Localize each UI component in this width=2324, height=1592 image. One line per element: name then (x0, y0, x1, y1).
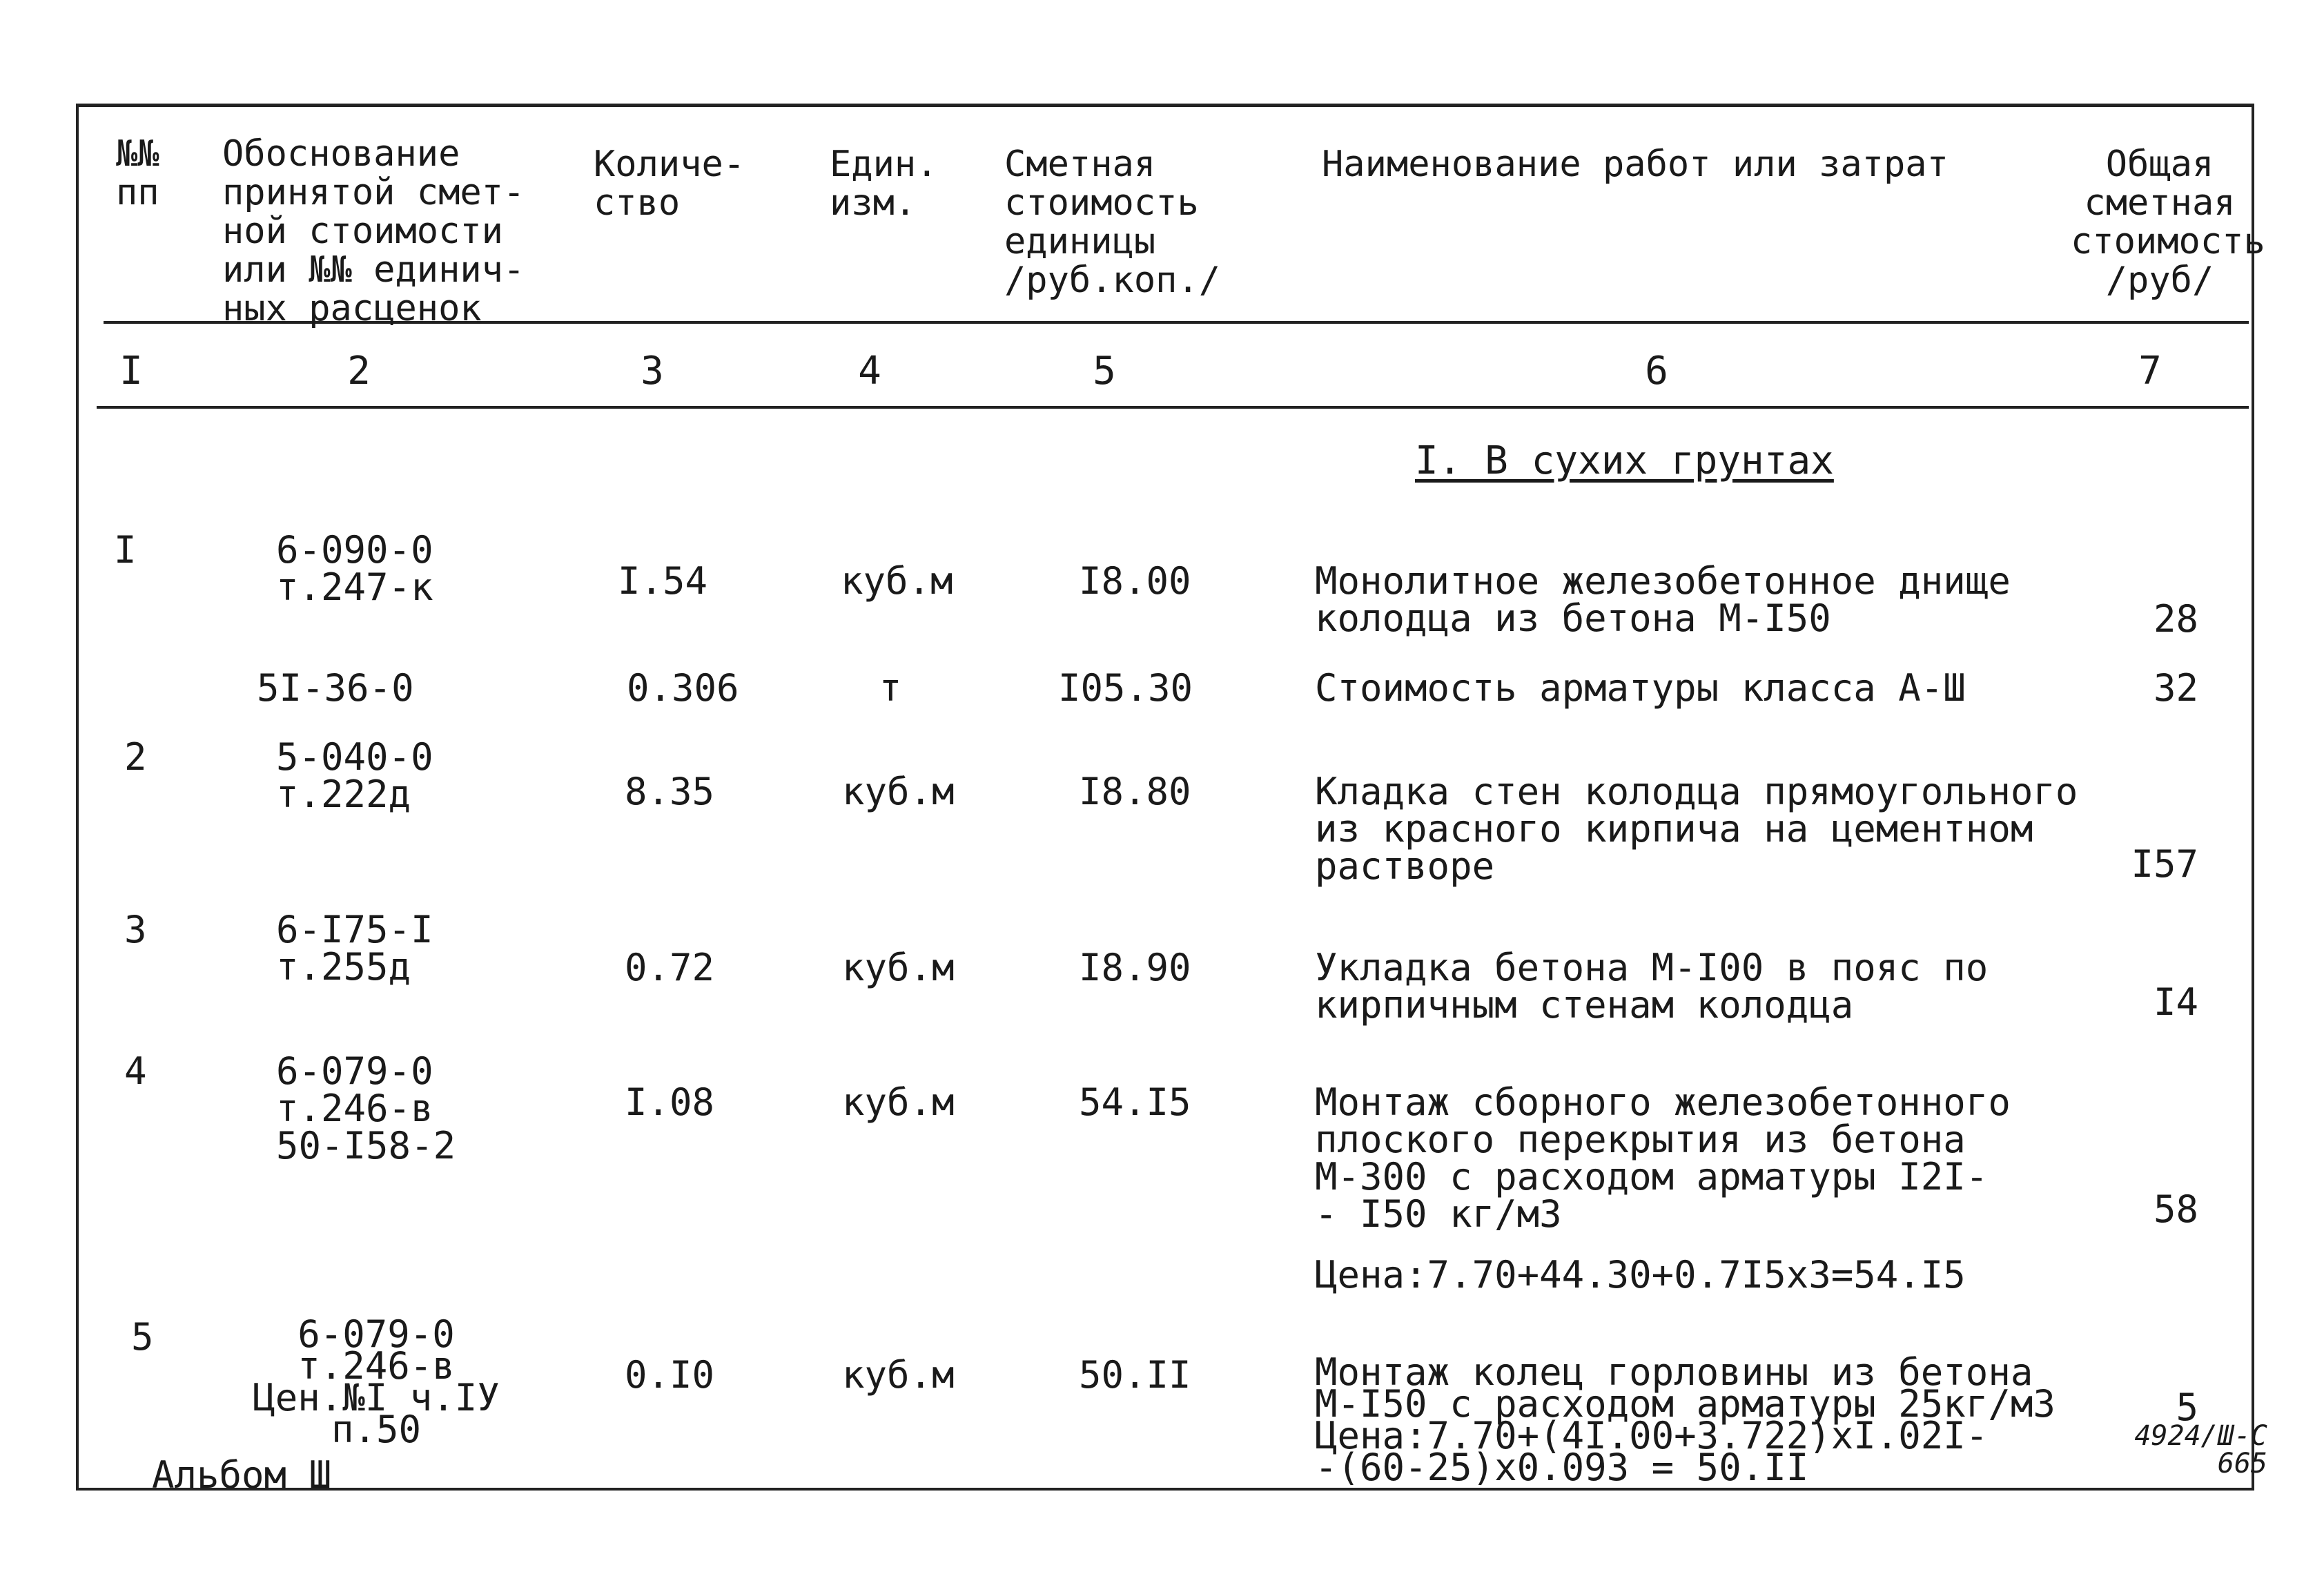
column-number: 3 (641, 349, 664, 394)
basis-code: 6-I75-I т.255д (276, 908, 433, 989)
row-number: 5 (131, 1315, 154, 1359)
document-stamp: 4924/Ш-С 665 (2134, 1420, 2267, 1479)
row-number: 2 (124, 735, 147, 779)
unit: куб.м (842, 770, 955, 813)
work-name: Монтаж сборного железобетонного плоского перекрытия из бетона М-300 с расходом арматуры I2I- - I50 кг/м3 (1315, 1080, 2011, 1236)
basis-code: 6-079-0 т.246-в Цен.№I ч.IУ п.50 (253, 1312, 500, 1451)
unit-cost: 50.II (1079, 1353, 1191, 1397)
album-label: Альбом Ш (152, 1453, 332, 1497)
total-cost: 28 (2153, 597, 2198, 641)
header-unit: Един. изм. (830, 144, 938, 224)
work-name: Укладка бетона М-I00 в пояс по кирпичным стенам колодца (1315, 946, 1989, 1027)
work-name: Монолитное железобетонное днище колодца из бетона М-I50 (1315, 559, 2011, 640)
column-number: 6 (1645, 349, 1668, 394)
total-cost: 5 (2176, 1386, 2198, 1429)
header-work-name: Наименование работ или затрат (1322, 144, 1949, 185)
unit: т (879, 666, 902, 710)
unit: куб.м (842, 946, 955, 989)
price-calculation-note: Цена:7.70+44.30+0.7I5х3=54.I5 (1315, 1253, 1966, 1297)
unit: куб.м (842, 1353, 955, 1397)
column-number: 5 (1093, 349, 1116, 394)
quantity: I.08 (625, 1080, 715, 1124)
row-number: 4 (124, 1049, 147, 1093)
total-cost: 32 (2153, 666, 2198, 710)
unit-cost: 54.I5 (1079, 1080, 1191, 1124)
basis-code: 6-090-0 т.247-к (276, 528, 433, 609)
row-number: 3 (124, 908, 147, 951)
quantity: 0.I0 (625, 1353, 715, 1397)
total-cost: I4 (2153, 980, 2198, 1024)
unit-cost: I8.00 (1079, 559, 1191, 603)
header-total-cost: Общая сметная стоимость /руб/ (2071, 144, 2265, 301)
work-name: Кладка стен колодца прямоугольного из красного кирпича на цементном растворе (1315, 770, 2078, 888)
row-number: I (114, 528, 137, 572)
quantity: 0.306 (627, 666, 739, 710)
unit-cost: I8.80 (1079, 770, 1191, 813)
total-cost: I57 (2131, 842, 2198, 886)
section-title: I. В сухих грунтах (1415, 438, 1834, 483)
unit: куб.м (842, 1080, 955, 1124)
header-basis: Обоснование принятой смет- ной стоимости или №№ единич- ных расценок (222, 133, 525, 329)
basis-code: 5-040-0 т.222д (276, 735, 433, 816)
work-name: Стоимость арматуры класса А-Ш (1315, 666, 1966, 710)
quantity: I.54 (618, 559, 708, 603)
column-number: 2 (347, 349, 371, 394)
column-number: I (119, 349, 143, 394)
basis-code: 5I-36-0 (257, 666, 414, 710)
unit-cost: I05.30 (1058, 666, 1193, 710)
total-cost: 58 (2153, 1187, 2198, 1231)
unit: куб.м (841, 559, 953, 603)
column-numbers-divider (97, 406, 2249, 409)
header-quantity: Количе- ство (594, 144, 745, 224)
quantity: 8.35 (625, 770, 715, 813)
work-name: Монтаж колец горловины из бетона М-I50 с расходом арматуры 25кг/м3 Цена:7.70+(4I.00+3.722)хI.02I- -(60-25)х0.093 = 50.II (1315, 1350, 2056, 1489)
column-number: 4 (858, 349, 881, 394)
header-unit-cost: Сметная стоимость единицы /руб.коп./ (1004, 144, 1221, 301)
header-row-number: №№ пп (116, 133, 159, 213)
basis-code: 6-079-0 т.246-в 50-I58-2 (276, 1049, 456, 1167)
quantity: 0.72 (625, 946, 715, 989)
unit-cost: I8.90 (1079, 946, 1191, 989)
column-number: 7 (2138, 349, 2162, 394)
